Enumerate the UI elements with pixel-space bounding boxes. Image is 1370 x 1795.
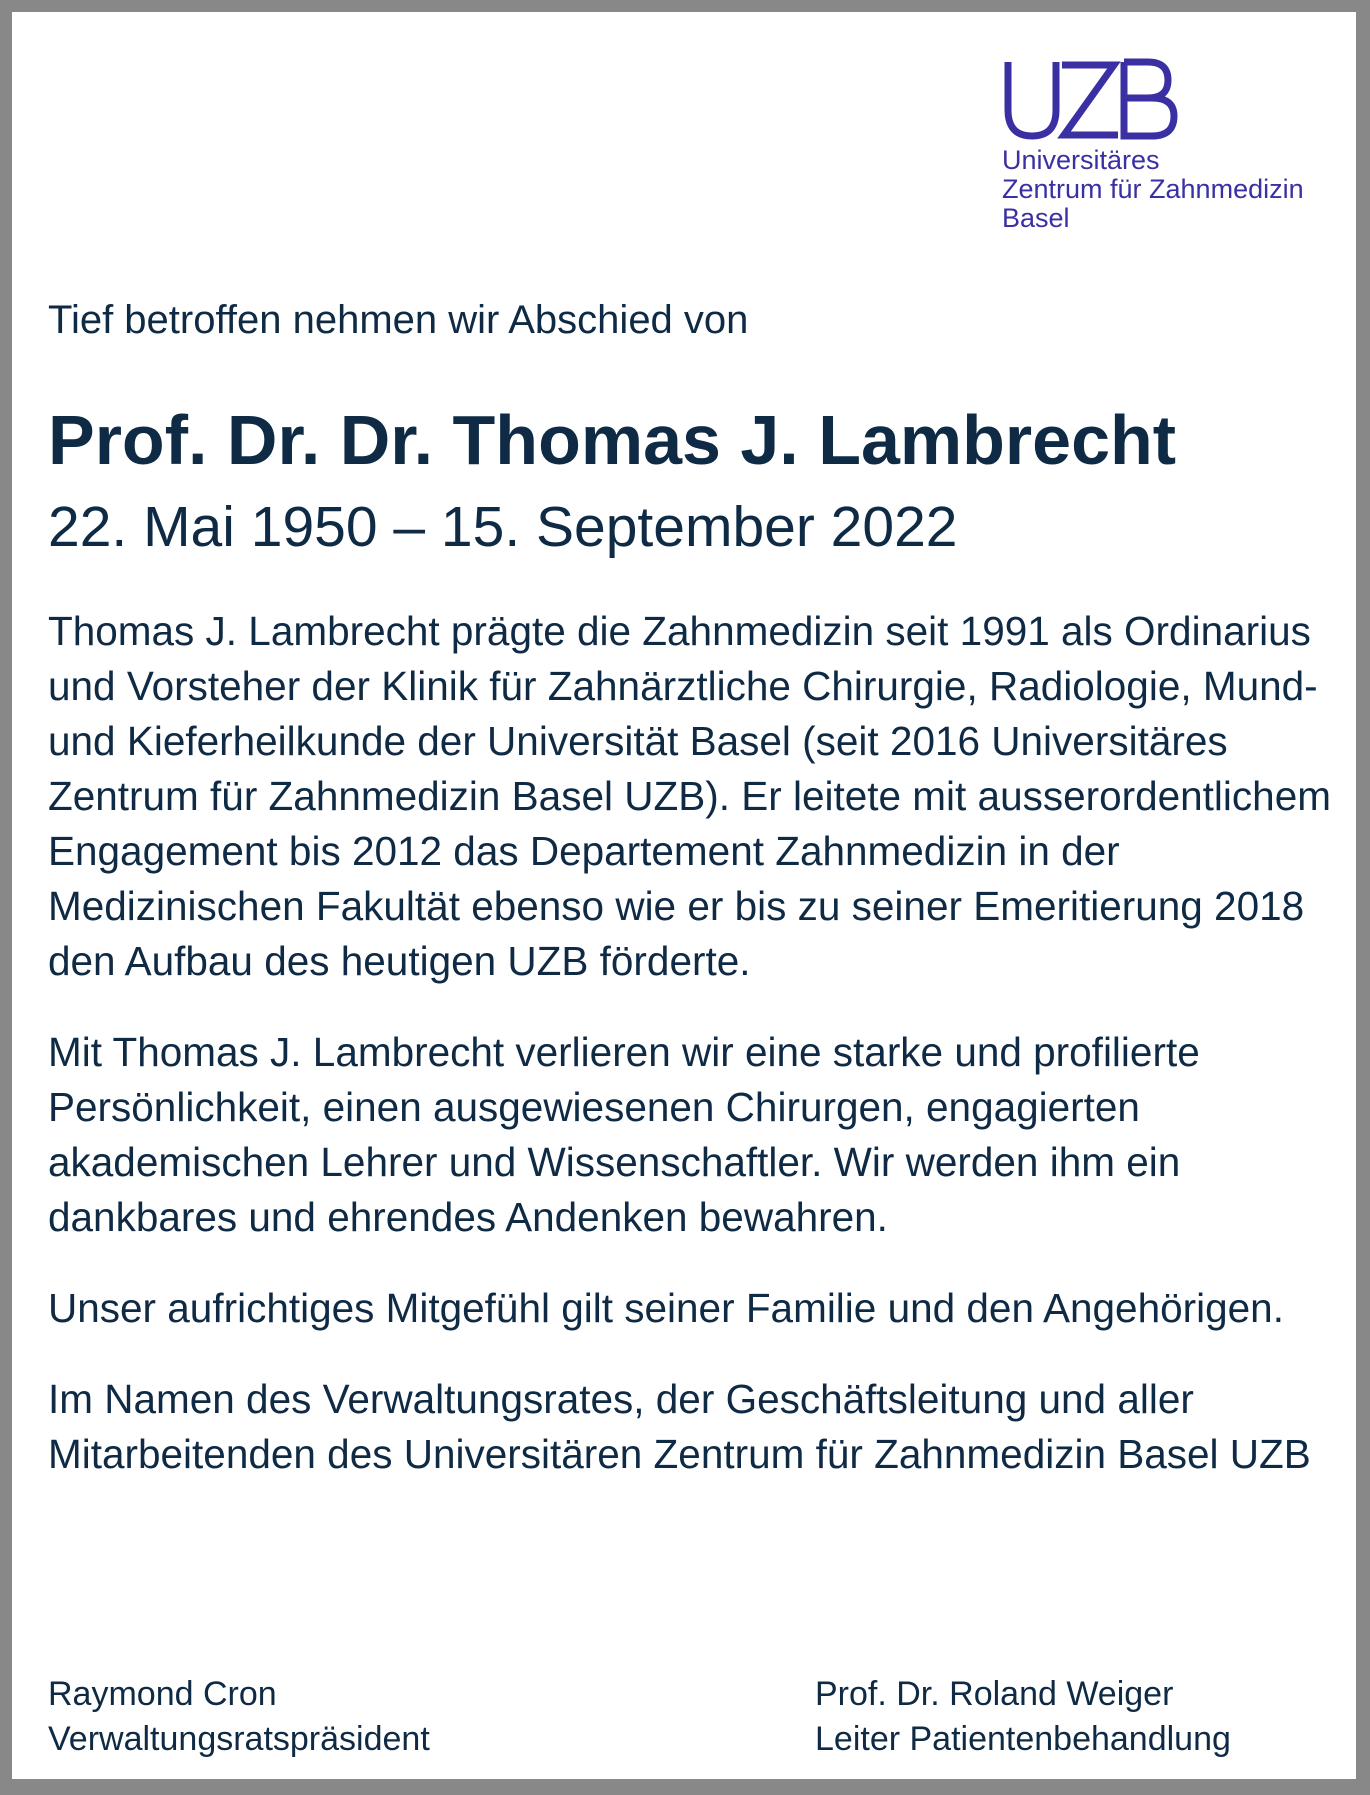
logo-line-2: Zentrum für Zahnmedizin [1002, 174, 1304, 204]
signature-right-title: Leiter Patientenbehandlung [815, 1720, 1231, 1758]
intro-text: Tief betroffen nehmen wir Abschied von [48, 298, 749, 342]
paragraph-condolence: Unser aufrichtiges Mitgefühl gilt seiner Familie und den Angehörigen. [48, 1285, 1284, 1331]
paragraph-on-behalf: Im Namen des Verwaltungsrates, der Geschäftsleitung und aller Mitarbeitenden des Universitären Zentrum für Zahnmedizin Basel UZB [48, 1376, 1311, 1477]
uzb-logo-text [1002, 146, 1332, 233]
logo-line-3: Basel [1002, 203, 1070, 233]
uzb-logo-mark [1002, 58, 1182, 142]
obituary-page [12, 12, 1356, 1779]
signature-left-title: Verwaltungsratspräsident [48, 1720, 430, 1758]
signature-right-name: Prof. Dr. Roland Weiger [815, 1675, 1174, 1713]
logo-line-1: Universitäres [1002, 145, 1160, 175]
paragraph-tribute: Mit Thomas J. Lambrecht verlieren wir eine starke und profilierte Persönlichkeit, einen ausgewiesenen Chirurgen, engagierten akademischen Lehrer und Wissenschaftler. Wir werden ihm ein dankbares und ehrendes Andenken bewahren. [48, 1029, 1200, 1240]
paragraph-career: Thomas J. Lambrecht prägte die Zahnmedizin seit 1991 als Ordinarius und Vorsteher der Klinik für Zahnärztliche Chirurgie, Radiologie, Mund- und Kieferheilkunde der Universität Basel (seit 2016 Universitäres Zentrum für Zahnmedizin Basel UZB). Er leitete mit ausserordentlichem Engagement bis 2012 das Departement Zahnmedizin in der Medizinischen Fakultät ebenso wie er bis zu seiner Emeritierung 2018 den Aufbau des heutigen UZB förderte. [48, 608, 1331, 984]
obituary-body [48, 604, 1338, 1518]
signature-left [48, 1672, 430, 1762]
uzb-logo [1002, 58, 1332, 233]
signature-left-name: Raymond Cron [48, 1675, 277, 1713]
life-dates: 22. Mai 1950 – 15. September 2022 [48, 495, 958, 559]
signature-right [815, 1672, 1231, 1762]
deceased-name: Prof. Dr. Dr. Thomas J. Lambrecht [48, 401, 1177, 479]
